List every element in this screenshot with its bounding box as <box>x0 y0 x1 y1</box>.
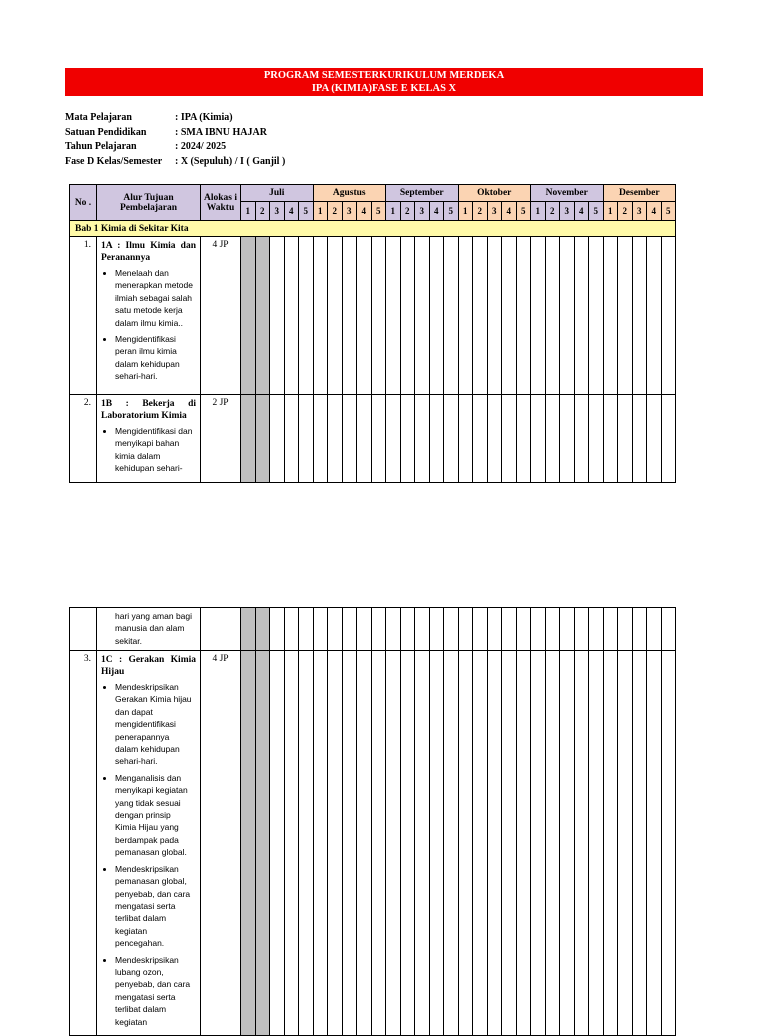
week-cell <box>299 237 314 395</box>
week-cell <box>473 651 488 1036</box>
month-header: November <box>531 185 604 202</box>
week-cell <box>386 237 401 395</box>
week-header: 3 <box>487 202 502 221</box>
week-header: 5 <box>516 202 531 221</box>
week-cell <box>531 608 546 651</box>
meta-row <box>65 126 285 141</box>
week-cell <box>299 608 314 651</box>
week-cell <box>618 651 633 1036</box>
week-cell <box>502 608 517 651</box>
week-cell <box>357 395 372 483</box>
week-cell <box>357 651 372 1036</box>
week-cell <box>574 395 589 483</box>
week-cell <box>618 237 633 395</box>
week-cell <box>487 651 502 1036</box>
week-cell <box>531 395 546 483</box>
week-cell <box>632 395 647 483</box>
week-cell <box>589 395 604 483</box>
row-number <box>70 608 97 651</box>
week-cell <box>313 237 328 395</box>
week-cell <box>328 651 343 1036</box>
week-cell <box>444 237 459 395</box>
meta-value: : 2024/ 2025 <box>175 141 227 152</box>
week-cell <box>589 237 604 395</box>
week-cell <box>545 651 560 1036</box>
week-cell <box>473 608 488 651</box>
week-header: 2 <box>400 202 415 221</box>
list-item: • Mendeskripsikan lubang ozon, penyebab, dan cara mengatasi serta terlibat dalam kegiatan <box>115 954 196 1028</box>
time-allocation: 4 JP <box>201 651 241 1036</box>
semester-program-table-continued <box>69 607 676 1036</box>
week-cell <box>371 395 386 483</box>
week-cell <box>618 608 633 651</box>
time-allocation: 2 JP <box>201 395 241 483</box>
meta-row <box>65 155 285 170</box>
week-cell <box>560 608 575 651</box>
week-cell <box>400 395 415 483</box>
meta-value: : IPA (Kimia) <box>175 112 233 123</box>
week-cell <box>415 608 430 651</box>
week-header: 5 <box>371 202 386 221</box>
list-item: • Mendeskripsikan pemanasan global, penyebab, dan cara mengatasi serta terlibat dalam kegiatan pencegahan. <box>115 863 196 950</box>
week-cell <box>487 608 502 651</box>
week-cell <box>328 608 343 651</box>
week-cell <box>574 237 589 395</box>
week-cell <box>632 608 647 651</box>
list-item: • Mendeskripsikan Gerakan Kimia hijau dan dapat mengidentifikasi penerapannya dalam kehidupan sehari-hari. <box>115 681 196 768</box>
week-cell <box>313 395 328 483</box>
week-header: 1 <box>313 202 328 221</box>
week-cell <box>313 608 328 651</box>
week-cell <box>574 608 589 651</box>
week-header: 2 <box>473 202 488 221</box>
week-cell <box>357 608 372 651</box>
list-item: • Menelaah dan menerapkan metode ilmiah sebagai salah satu metode kerja dalam ilmu kimia.. <box>115 267 196 329</box>
table-row <box>70 237 676 395</box>
week-cell <box>270 608 285 651</box>
week-cell <box>516 395 531 483</box>
week-cell <box>386 395 401 483</box>
objective-title: 1A : Ilmu Kimia dan Peranannya <box>101 241 196 263</box>
week-cell <box>400 651 415 1036</box>
week-cell <box>371 651 386 1036</box>
week-cell <box>531 237 546 395</box>
week-cell <box>560 395 575 483</box>
week-cell <box>458 651 473 1036</box>
semester-program-table <box>69 184 676 483</box>
meta-label: Satuan Pendidikan <box>65 126 147 138</box>
week-cell <box>328 237 343 395</box>
week-cell <box>371 608 386 651</box>
week-cell <box>618 395 633 483</box>
week-cell <box>284 237 299 395</box>
week-cell <box>415 237 430 395</box>
week-cell <box>284 651 299 1036</box>
week-cell <box>473 395 488 483</box>
meta-label: Fase D Kelas/Semester <box>65 155 163 167</box>
week-cell <box>357 237 372 395</box>
month-header: Desember <box>603 185 676 202</box>
week-cell <box>545 237 560 395</box>
week-header: 3 <box>342 202 357 221</box>
row-number: 1. <box>70 237 97 395</box>
meta-label: Tahun Pelajaran <box>65 141 137 152</box>
row-number: 3. <box>70 651 97 1036</box>
week-cell <box>429 651 444 1036</box>
week-cell <box>661 608 676 651</box>
list-item: • Mengidentifikasi peran ilmu kimia dalam kehidupan sehari-hari. <box>115 333 196 383</box>
objective-list <box>101 267 196 383</box>
week-cell <box>458 608 473 651</box>
month-header: Agustus <box>313 185 386 202</box>
week-cell <box>284 395 299 483</box>
week-header: 3 <box>415 202 430 221</box>
learning-objective-cell <box>97 395 201 483</box>
week-cell <box>400 237 415 395</box>
chapter-row <box>70 221 676 237</box>
week-header: 3 <box>560 202 575 221</box>
row-number: 2. <box>70 395 97 483</box>
week-cell <box>299 395 314 483</box>
week-header: 2 <box>328 202 343 221</box>
week-cell <box>647 651 662 1036</box>
meta-row <box>65 111 285 126</box>
week-cell <box>487 237 502 395</box>
learning-objective-cell <box>97 237 201 395</box>
week-cell <box>661 237 676 395</box>
week-cell <box>647 608 662 651</box>
week-cell <box>603 237 618 395</box>
time-allocation: 4 JP <box>201 237 241 395</box>
week-cell <box>487 395 502 483</box>
week-cell <box>429 237 444 395</box>
week-cell <box>531 651 546 1036</box>
week-cell <box>255 237 270 395</box>
title-line-1: PROGRAM SEMESTERKURIKULUM MERDEKA <box>263 70 505 81</box>
week-header: 5 <box>589 202 604 221</box>
meta-label: Mata Pelajaran <box>65 112 132 123</box>
week-cell <box>444 651 459 1036</box>
title-line-2: IPA (KIMIA)FASE E KELAS X <box>311 83 457 94</box>
week-cell <box>241 395 256 483</box>
list-item: • Menganalisis dan menyikapi kegiatan yang tidak sesuai dengan prinsip Kimia Hijau yang berdampak pada pemanasan global. <box>115 772 196 859</box>
week-cell <box>647 237 662 395</box>
week-cell <box>589 651 604 1036</box>
week-cell <box>545 395 560 483</box>
list-item: • Mengidentifikasi dan menyikapi bahan kimia dalam kehidupan sehari- <box>115 425 196 475</box>
objective-title: 1C : Gerakan Kimia Hijau <box>101 655 196 677</box>
week-cell <box>429 395 444 483</box>
month-header: Juli <box>241 185 314 202</box>
week-cell <box>458 395 473 483</box>
week-header: 5 <box>299 202 314 221</box>
table-row <box>70 608 676 651</box>
week-cell <box>603 651 618 1036</box>
week-cell <box>270 237 285 395</box>
week-header: 2 <box>545 202 560 221</box>
week-header: 2 <box>618 202 633 221</box>
week-header: 2 <box>255 202 270 221</box>
week-cell <box>444 608 459 651</box>
week-cell <box>299 651 314 1036</box>
week-header: 3 <box>270 202 285 221</box>
week-cell <box>661 651 676 1036</box>
week-cell <box>632 237 647 395</box>
chapter-title: Bab 1 Kimia di Sekitar Kita <box>70 221 676 237</box>
header-tujuan-pembelajaran: Alur Tujuan Pembelajaran <box>97 185 201 221</box>
week-cell <box>603 395 618 483</box>
month-header: Oktober <box>458 185 531 202</box>
objective-list <box>101 425 196 475</box>
week-cell <box>415 395 430 483</box>
week-header: 5 <box>661 202 676 221</box>
week-cell <box>516 237 531 395</box>
objective-title: 1B : Bekerja di Laboratorium Kimia <box>101 399 196 421</box>
week-cell <box>241 651 256 1036</box>
week-header: 1 <box>603 202 618 221</box>
week-cell <box>241 237 256 395</box>
week-cell <box>342 608 357 651</box>
week-cell <box>545 608 560 651</box>
week-cell <box>328 395 343 483</box>
week-cell <box>560 651 575 1036</box>
time-allocation <box>201 608 241 651</box>
week-cell <box>574 651 589 1036</box>
week-header: 4 <box>284 202 299 221</box>
week-header: 3 <box>632 202 647 221</box>
week-cell <box>444 395 459 483</box>
header-no: No . <box>70 185 97 221</box>
week-cell <box>255 395 270 483</box>
week-cell <box>255 608 270 651</box>
week-cell <box>502 237 517 395</box>
week-cell <box>342 237 357 395</box>
week-cell <box>284 608 299 651</box>
document-meta <box>65 111 285 169</box>
meta-value: : X (Sepuluh) / I ( Ganjil ) <box>175 155 286 167</box>
week-header: 4 <box>429 202 444 221</box>
objective-list <box>101 681 196 1028</box>
week-cell <box>458 237 473 395</box>
table-row <box>70 395 676 483</box>
week-cell <box>516 608 531 651</box>
week-header: 4 <box>357 202 372 221</box>
week-header: 4 <box>574 202 589 221</box>
month-header-row <box>70 185 676 202</box>
week-header: 1 <box>531 202 546 221</box>
week-header: 5 <box>444 202 459 221</box>
week-cell <box>400 608 415 651</box>
week-header: 4 <box>502 202 517 221</box>
week-header: 4 <box>647 202 662 221</box>
week-cell <box>313 651 328 1036</box>
table-row <box>70 651 676 1036</box>
week-cell <box>429 608 444 651</box>
learning-objective-cell <box>97 651 201 1036</box>
week-cell <box>255 651 270 1036</box>
week-cell <box>270 651 285 1036</box>
week-header: 1 <box>241 202 256 221</box>
week-cell <box>632 651 647 1036</box>
week-header: 1 <box>386 202 401 221</box>
week-cell <box>502 651 517 1036</box>
continued-text: hari yang aman bagi manusia dan alam sekitar. <box>97 608 201 651</box>
week-cell <box>661 395 676 483</box>
week-cell <box>270 395 285 483</box>
week-cell <box>415 651 430 1036</box>
week-cell <box>241 608 256 651</box>
week-cell <box>342 395 357 483</box>
week-header: 1 <box>458 202 473 221</box>
week-cell <box>386 608 401 651</box>
title-banner <box>65 68 703 96</box>
week-cell <box>560 237 575 395</box>
week-cell <box>371 237 386 395</box>
meta-row <box>65 140 285 155</box>
week-cell <box>473 237 488 395</box>
week-cell <box>386 651 401 1036</box>
week-cell <box>342 651 357 1036</box>
week-cell <box>647 395 662 483</box>
week-cell <box>502 395 517 483</box>
week-cell <box>589 608 604 651</box>
meta-value: : SMA IBNU HAJAR <box>175 126 267 138</box>
week-cell <box>516 651 531 1036</box>
month-header: September <box>386 185 459 202</box>
header-alokasi-waktu: Alokas i Waktu <box>201 185 241 221</box>
week-cell <box>603 608 618 651</box>
